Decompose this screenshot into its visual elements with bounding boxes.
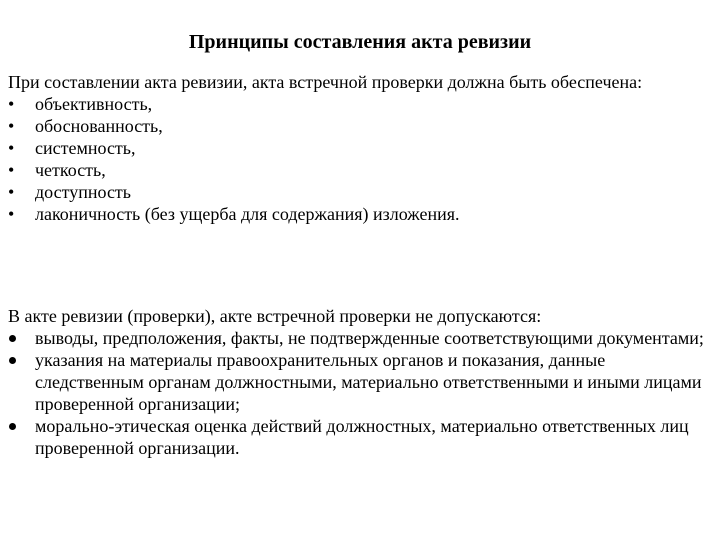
round-bullet-icon [9, 335, 16, 342]
slide-title [0, 30, 720, 54]
bullet-icon: • [8, 138, 15, 158]
list-item-text: лаконичность (без ущерба для содержания) изложения. [35, 204, 460, 224]
principles-intro: При составлении акта ревизии, акта встречной проверки должна быть обеспечена: [8, 72, 643, 92]
list-item [8, 327, 708, 349]
list-item-text: системность, [35, 138, 136, 158]
bullet-icon: • [8, 160, 15, 180]
list-item [8, 137, 708, 159]
prohibitions-intro: В акте ревизии (проверки), акте встречной проверки не допускаются: [8, 306, 542, 326]
list-item-text: выводы, предположения, факты, не подтвержденные соответствующими документами; [35, 328, 704, 348]
bullet-icon: • [8, 204, 15, 224]
list-item-text: четкость, [35, 160, 106, 180]
round-bullet-icon [9, 423, 16, 430]
principles-section [8, 71, 708, 225]
list-item-text: доступность [35, 182, 132, 202]
list-item [8, 415, 708, 459]
principles-list [8, 93, 708, 225]
list-item-text: морально-этическая оценка действий должностных, материально ответственных лиц проверенной организации. [35, 416, 689, 458]
slide-title-text: Принципы составления акта ревизии [188, 31, 532, 53]
prohibitions-list [8, 327, 708, 459]
list-item [8, 159, 708, 181]
round-bullet-icon [9, 357, 16, 364]
list-item [8, 115, 708, 137]
list-item-text: обоснованность, [35, 116, 163, 136]
bullet-icon: • [8, 182, 15, 202]
bullet-icon: • [8, 94, 15, 114]
bullet-icon: • [8, 116, 15, 136]
list-item-text: объективность, [35, 94, 153, 114]
prohibitions-section [8, 305, 708, 459]
list-item [8, 349, 708, 415]
list-item-text: указания на материалы правоохранительных органов и показания, данные следственным органам должностными, материально ответственными и иными лицами проверенной организации; [35, 350, 702, 414]
list-item [8, 181, 708, 203]
list-item [8, 203, 708, 225]
list-item [8, 93, 708, 115]
